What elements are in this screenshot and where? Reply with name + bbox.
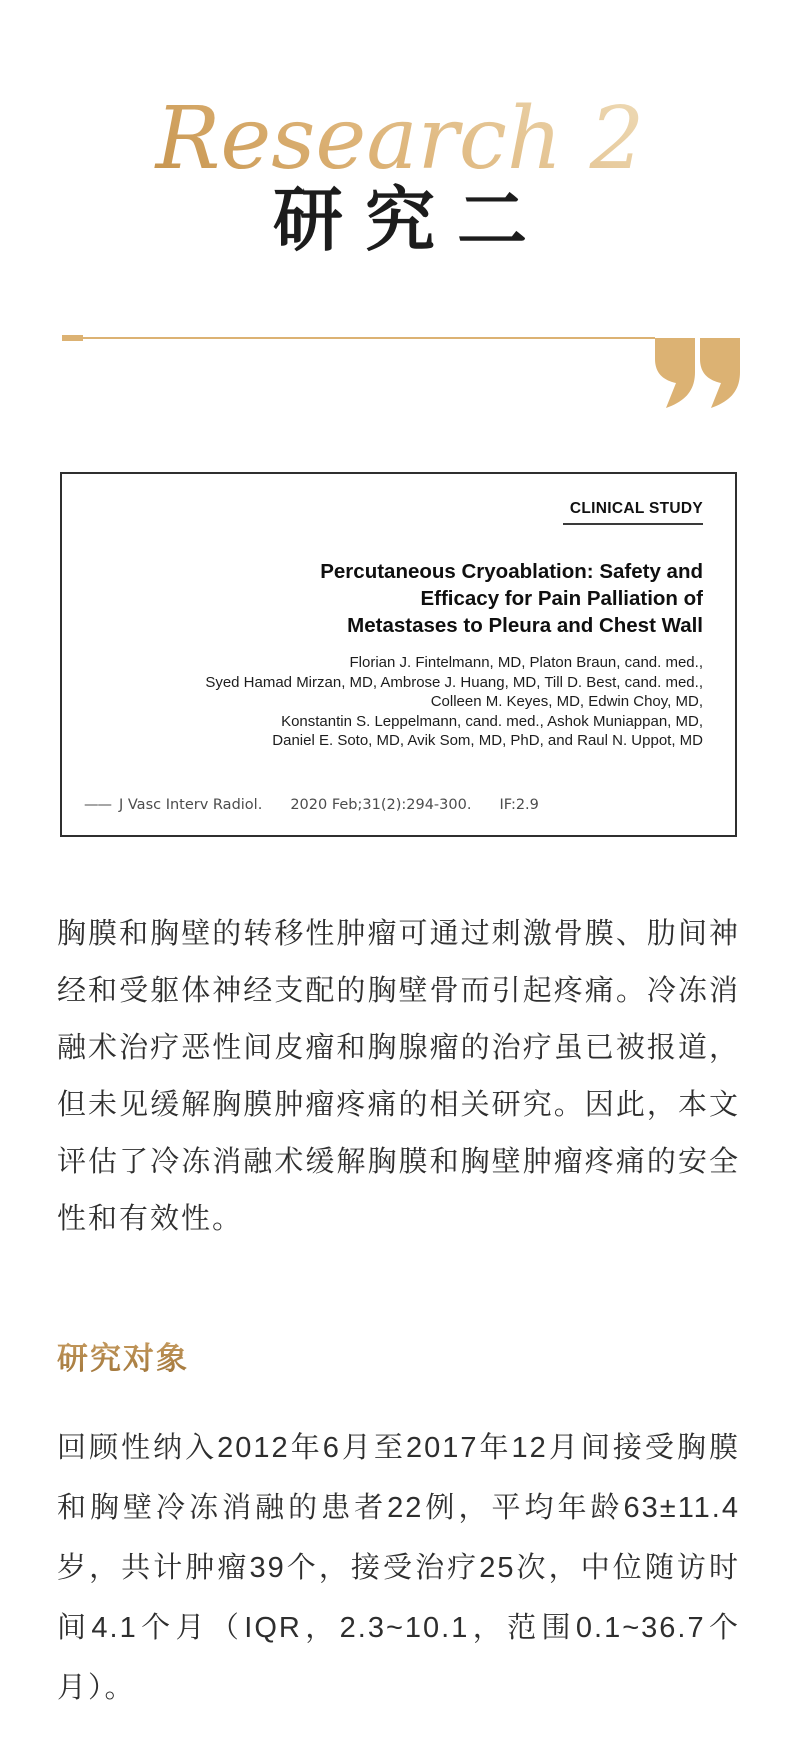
author-line: Colleen M. Keyes, MD, Edwin Choy, MD,: [430, 693, 703, 710]
author-line: Daniel E. Soto, MD, Avik Som, MD, PhD, and Raul N. Uppot, MD: [272, 732, 703, 749]
paper-authors: [84, 653, 703, 751]
reference-dash: ——: [84, 796, 111, 813]
citation-card: [60, 472, 737, 837]
paper-title-line: Percutaneous Cryoablation: Safety and: [320, 560, 703, 583]
paper-title-line: Metastases to Pleura and Chest Wall: [347, 614, 703, 637]
impact-factor: IF:2.9: [499, 796, 539, 813]
subjects-paragraph: 回顾性纳入2012年6月至2017年12月间接受胸膜和胸壁冷冻消融的患者22例，平均年龄63±11.4岁，共计肿瘤39个，接受治疗25次，中位随访时间4.1个月（IQR，2.3~10.1，范围0.1~36.7个月）。: [57, 1432, 740, 1704]
page-title: 研究二: [273, 178, 549, 261]
paper-title: [84, 558, 703, 639]
paper-title-line: Efficacy for Pain Palliation of: [420, 587, 703, 610]
journal-citation: 2020 Feb;31(2):294-300.: [290, 796, 472, 813]
journal-name: J Vasc Interv Radiol.: [119, 796, 263, 813]
study-type-tag: CLINICAL STUDY: [569, 500, 703, 517]
author-line: Syed Hamad Mirzan, MD, Ambrose J. Huang, MD, Till D. Best, cand. med.,: [205, 673, 703, 691]
intro-paragraph: 胸膜和胸壁的转移性肿瘤可通过刺激骨膜、肋间神经和受躯体神经支配的胸壁骨而引起疼痛。冷冻消融术治疗恶性间皮瘤和胸腺瘤的治疗虽已被报道，但未见缓解胸膜肿瘤疼痛的相关研究。因此，本文评估了冷冻消融术缓解胸膜和胸壁肿瘤疼痛的安全性和有效性。: [57, 918, 740, 1235]
divider-line: [83, 337, 655, 339]
author-line: Konstantin S. Leppelmann, cand. med., Ashok Muniappan, MD,: [281, 712, 703, 730]
divider-dash: [62, 335, 83, 341]
script-title: Research 2: [0, 84, 800, 194]
section-heading-subjects: 研究对象: [57, 1338, 189, 1380]
author-line: Florian J. Fintelmann, MD, Platon Braun, cand. med.,: [349, 654, 703, 671]
closing-quote-icon: [655, 338, 740, 408]
journal-reference: [84, 797, 703, 813]
tag-underline: [563, 523, 703, 525]
